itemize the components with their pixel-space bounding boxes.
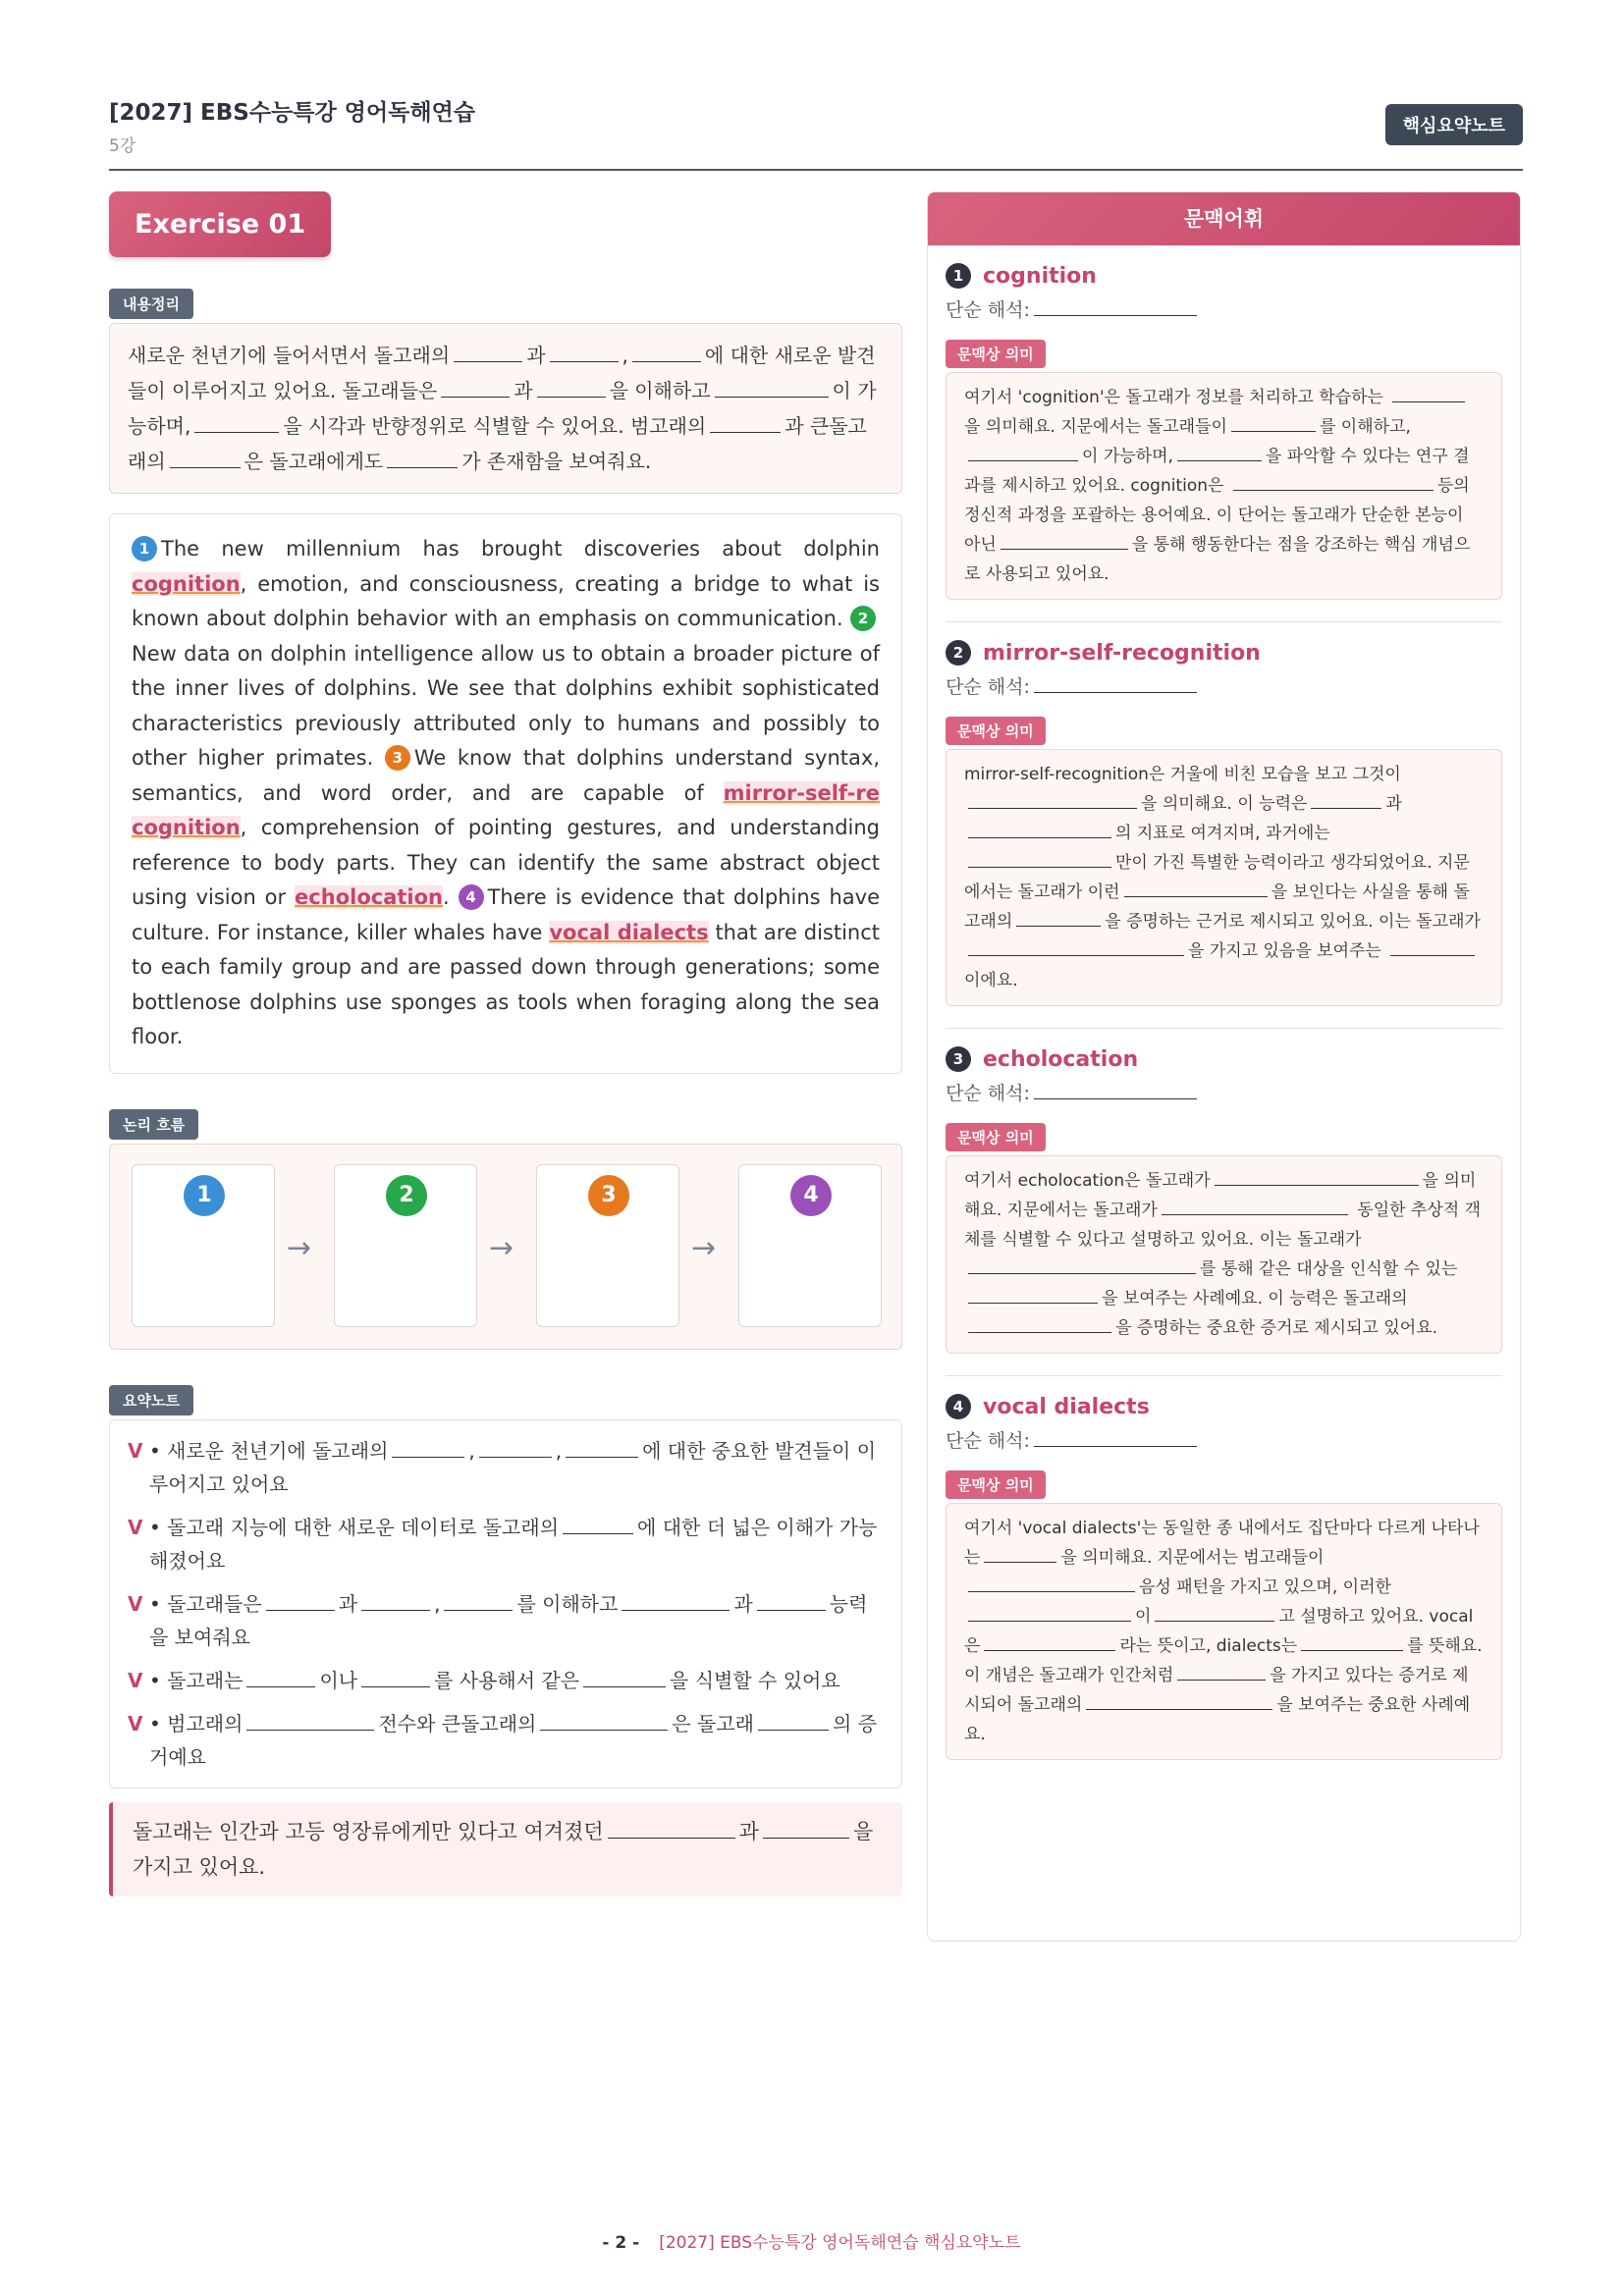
flow-box-1[interactable] [132,1164,275,1327]
context-text: 라는 뜻이고, dialects는 [1119,1636,1298,1656]
flow-number-2: 2 [386,1175,427,1216]
vocab-word: mirror-self-recognition [983,640,1261,666]
note-item [128,1587,884,1654]
sentence-marker-2: 2 [850,606,876,631]
blank[interactable] [715,376,829,398]
context-text: 을 통해 행동한다는 점을 강조하는 핵심 개념으로 사용되고 있어요. [964,535,1471,584]
context-text: 여기서 'vocal dialects'는 동일한 종 내에서도 집단마다 다르게 나타나는 [964,1519,1480,1568]
summary-text: 새로운 천년기에 들어서면서 돌고래의 [128,344,451,367]
blank[interactable] [984,1545,1056,1563]
context-box [946,372,1502,600]
context-text: 만이 가진 특별한 능력이라고 생각되었어요. 지문에서는 돌고래가 이런 [964,853,1470,902]
context-box [946,1503,1502,1760]
summary-text: 과 [526,344,546,367]
blank[interactable] [566,1436,638,1458]
footer-title: [2027] EBS수능특강 영어독해연습 핵심요약노트 [659,2233,1021,2253]
context-text: 을 증명하는 중요한 증거로 제시되고 있어요. [1115,1318,1438,1338]
blank[interactable] [479,1436,552,1458]
context-text: mirror-self-recognition은 거울에 비친 모습을 보고 그것이 [964,765,1401,784]
blank[interactable] [710,411,781,433]
note-text: • 돌고래는 [149,1668,243,1692]
blank[interactable] [622,1589,730,1611]
summary-text: 이 가능하며, [128,379,877,438]
passage-text: We know that dolphins understand syntax, semantics, and word order, and are capable of [132,746,880,805]
blank[interactable] [550,341,619,362]
blank[interactable] [1162,1198,1348,1215]
context-text: 을 파악할 수 있다는 연구 결과를 제시하고 있어요. cognition은 [964,447,1470,496]
vocabulary-title: 문맥어휘 [928,192,1520,245]
simple-label: 단순 해석: [946,676,1030,698]
blank[interactable] [1155,1604,1274,1622]
note-text: 를 사용해서 같은 [434,1668,580,1692]
logic-flow [109,1144,902,1350]
blank[interactable] [1001,532,1128,550]
summary-text: 가 존재함을 보여줘요. [461,450,652,473]
passage-text: . [442,885,450,909]
blank[interactable] [1177,1663,1266,1681]
page-number: - 2 - [602,2233,640,2253]
context-text: 여기서 'cognition'은 돌고래가 정보를 처리하고 학습하는 [964,388,1383,407]
page-header [109,94,1523,171]
vocab-item-echolocation [928,1046,1520,1376]
arrow-right-icon: → [489,1230,514,1265]
blank[interactable] [454,341,522,362]
blank[interactable] [968,938,1184,956]
blank[interactable] [1124,880,1268,897]
note-item [128,1511,884,1577]
check-mark-icon: V [128,1668,143,1692]
blank[interactable] [632,341,701,362]
blank[interactable] [583,1666,666,1687]
sentence-marker-3: 3 [385,745,410,771]
notes-tag: 요약노트 [109,1385,193,1415]
simple-label: 단순 해석: [946,299,1030,321]
blank[interactable] [758,1709,829,1731]
context-text: 이에요. [964,971,1018,990]
note-text: 의 증거예요 [149,1711,877,1769]
blank[interactable] [266,1589,335,1611]
blank[interactable] [563,1513,633,1534]
note-text: 를 이해하고 [516,1591,619,1616]
passage-text: , emotion, and consciousness, creating a bridge to what is known about dolphin behavior with an emphasis on communication. [132,571,880,630]
context-text: 을 의미해요. 지문에서는 돌고래들이 [964,417,1227,437]
blank[interactable] [361,1666,430,1687]
vocab-number: 3 [946,1046,971,1072]
note-text: 에 대한 중요한 발견들이 이루어지고 있어요 [149,1438,877,1496]
check-mark-icon: V [128,1591,143,1616]
blank[interactable] [968,444,1078,461]
blank[interactable] [968,1315,1111,1333]
context-text: 과 [1385,794,1402,814]
simple-label: 단순 해석: [946,1430,1030,1452]
blank[interactable] [1177,444,1262,461]
reading-passage [109,513,902,1074]
flow-box-3[interactable] [536,1164,679,1327]
simple-blank[interactable] [1034,1425,1197,1447]
summary-text: 에 대한 새로운 발견들이 이루어지고 있어요. 돌고래들은 [128,344,876,402]
conclusion-text: 과 [738,1819,759,1843]
check-mark-icon: V [128,1438,143,1463]
note-text: 을 식별할 수 있어요 [670,1668,840,1692]
summary-text: 은 돌고래에게도 [243,450,384,473]
context-text: 의 지표로 여겨지며, 과거에는 [1115,824,1330,843]
note-text: • 새로운 천년기에 돌고래의 [149,1438,389,1463]
blank[interactable] [984,1633,1115,1651]
document-title: [2027] EBS수능특강 영어독해연습 [109,100,476,126]
blank[interactable] [1311,791,1381,809]
vocab-number: 4 [946,1394,971,1419]
blank[interactable] [170,447,241,468]
summary-text: 을 이해하고 [609,379,711,402]
passage-text: The new millennium has brought discoveries about dolphin [161,537,880,561]
context-text: 동일한 추상적 객체를 식별할 수 있다고 설명하고 있어요. 이는 돌고래가 [964,1201,1482,1250]
flow-number-3: 3 [588,1175,629,1216]
note-text: • 돌고래들은 [149,1591,262,1616]
vocab-word: cognition [983,263,1097,289]
summary-tag: 내용정리 [109,289,193,319]
vocab-number: 2 [946,640,971,666]
context-tag: 문맥상 의미 [946,717,1046,745]
lesson-label: 5강 [109,136,136,156]
passage-text: that are distinct to each family group and are passed down through generations; some bottlenose dolphins use sponges as tools when foraging along the sea floor. [132,920,880,1048]
blank[interactable] [540,1709,668,1731]
blank[interactable] [194,411,279,433]
simple-blank[interactable] [1034,294,1197,316]
note-text: 과 [733,1591,753,1616]
blank[interactable] [441,376,510,398]
note-text: , [555,1438,563,1463]
check-mark-icon: V [128,1711,143,1735]
blank[interactable] [968,1575,1135,1592]
note-text: 은 돌고래 [672,1711,754,1735]
note-item [128,1664,884,1697]
sentence-marker-1: 1 [132,536,157,561]
context-text: 을 가지고 있음을 보여주는 [1188,941,1381,961]
context-text: 를 뜻해요. 이 개념은 돌고래가 인간처럼 [964,1636,1483,1685]
simple-label: 단순 해석: [946,1083,1030,1104]
context-tag: 문맥상 의미 [946,340,1046,368]
context-tag: 문맥상 의미 [946,1470,1046,1499]
vocab-word: echolocation [983,1046,1139,1072]
keyword-vocal-dialects[interactable]: vocal dialects [549,920,709,944]
blank[interactable] [444,1589,513,1611]
note-text: , [468,1438,475,1463]
conclusion-box [109,1802,902,1896]
summary-text: 과 [514,379,533,402]
note-text: 능력을 보여줘요 [149,1591,868,1649]
context-text: 를 통해 같은 대상을 인식할 수 있는 [1200,1259,1458,1279]
summary-notes [109,1419,902,1789]
context-text: 여기서 echolocation은 돌고래가 [964,1171,1211,1191]
vocab-item-cognition [928,263,1520,622]
vocab-item-vocal-dialects [928,1394,1520,1760]
blank[interactable] [246,1709,374,1731]
left-column [109,191,902,1896]
vocab-word: vocal dialects [983,1394,1150,1419]
blank[interactable] [387,447,458,468]
context-text: 을 의미해요. 지문에서는 범고래들이 [1060,1548,1325,1568]
check-mark-icon: V [128,1515,143,1539]
conclusion-text: 을 가지고 있어요. [133,1819,874,1879]
note-text: • 범고래의 [149,1711,243,1735]
blank[interactable] [1301,1633,1403,1651]
note-text: 과 [338,1591,358,1616]
blank[interactable] [537,376,606,398]
note-item [128,1707,884,1774]
context-box [946,1155,1502,1354]
vocab-item-mirror-self-recognition [928,640,1520,1029]
blank[interactable] [1215,1168,1419,1186]
blank[interactable] [1233,473,1434,491]
note-text: , [434,1591,441,1616]
blank[interactable] [968,791,1137,809]
context-text: 음성 패턴을 가지고 있으며, 이러한 [1139,1577,1391,1597]
keyword-cognition[interactable]: cognition [132,571,241,596]
blank[interactable] [968,1256,1196,1274]
summary-text: 과 큰돌고래의 [128,414,867,473]
keyword-echolocation[interactable]: echolocation [295,885,443,909]
arrow-right-icon: → [287,1230,312,1265]
flow-number-1: 1 [184,1175,225,1216]
arrow-right-icon: → [691,1230,717,1265]
blank[interactable] [968,821,1111,838]
blank[interactable] [757,1589,826,1611]
blank[interactable] [968,850,1111,868]
note-text: 전수와 큰돌고래의 [378,1711,537,1735]
sentence-marker-4: 4 [459,884,484,910]
context-text: 을 의미해요. 지문에서는 돌고래가 [964,1171,1477,1220]
context-tag: 문맥상 의미 [946,1123,1046,1151]
context-text: 을 보인다는 사실을 통해 돌고래의 [964,882,1470,932]
context-text: 을 가지고 있다는 증거로 제시되어 돌고래의 [964,1666,1469,1715]
note-text: 이나 [319,1668,358,1692]
context-text: 을 보여주는 사례예요. 이 능력은 돌고래의 [1102,1289,1408,1308]
blank[interactable] [246,1666,315,1687]
blank[interactable] [968,1286,1098,1304]
page-footer [0,2228,1623,2253]
content-summary [109,323,902,494]
note-text: • 돌고래 지능에 대한 새로운 데이터로 돌고래의 [149,1515,560,1539]
flow-number-4: 4 [790,1175,832,1216]
context-text: 를 이해하고, [1319,417,1411,437]
blank[interactable] [361,1589,430,1611]
passage-text: , comprehension of pointing gestures, and understanding reference to body parts. They can identify the same abstract object using vision or [132,816,880,909]
vocabulary-panel [927,191,1521,1942]
flow-box-4[interactable] [738,1164,882,1327]
flow-box-2[interactable] [334,1164,477,1327]
blank[interactable] [968,1604,1131,1622]
conclusion-text: 돌고래는 인간과 고등 영장류에게만 있다고 여겨졌던 [133,1819,604,1843]
note-type-badge: 핵심요약노트 [1385,104,1523,145]
context-text: 고 설명하고 있어요. vocal은 [964,1607,1474,1656]
context-text: 이 [1135,1607,1152,1627]
simple-blank[interactable] [1034,671,1197,693]
simple-blank[interactable] [1034,1078,1197,1099]
blank[interactable] [1016,909,1101,927]
vocab-number: 1 [946,263,971,289]
summary-text: , [622,344,628,367]
context-text: 등의 정신적 과정을 포괄하는 용어예요. 이 단어는 돌고래가 단순한 본능이 아닌 [964,476,1470,555]
blank[interactable] [608,1817,735,1839]
note-item [128,1434,884,1501]
blank[interactable] [763,1817,849,1839]
blank[interactable] [1086,1692,1272,1710]
context-text: 이 가능하며, [1082,447,1173,466]
blank[interactable] [1231,414,1316,432]
blank[interactable] [392,1436,464,1458]
context-text: 을 보여주는 중요한 사례예요. [964,1695,1471,1744]
keyword-mirror-self-recognition[interactable]: mirror-self-re cognition [132,780,880,839]
summary-text: 을 시각과 반향정위로 식별할 수 있어요. 범고래의 [283,414,707,438]
context-box [946,749,1502,1006]
note-text: 에 대한 더 넓은 이해가 가능해졌어요 [149,1515,878,1573]
flow-tag: 논리 흐름 [109,1109,198,1140]
blank[interactable] [1390,938,1475,956]
context-text: 을 증명하는 근거로 제시되고 있어요. 이는 돌고래가 [1105,912,1481,932]
exercise-title: Exercise 01 [109,191,331,257]
passage-text: New data on dolphin intelligence allow us to obtain a broader picture of the inner lives of dolphins. We see that dolphins exhibit sophisticated characteristics previously attributed only to humans and possibly to other higher primates. [132,641,880,770]
passage-text: There is evidence that dolphins have culture. For instance, killer whales have [132,885,880,944]
blank[interactable] [1392,385,1465,402]
context-text: 을 의미해요. 이 능력은 [1141,794,1308,814]
